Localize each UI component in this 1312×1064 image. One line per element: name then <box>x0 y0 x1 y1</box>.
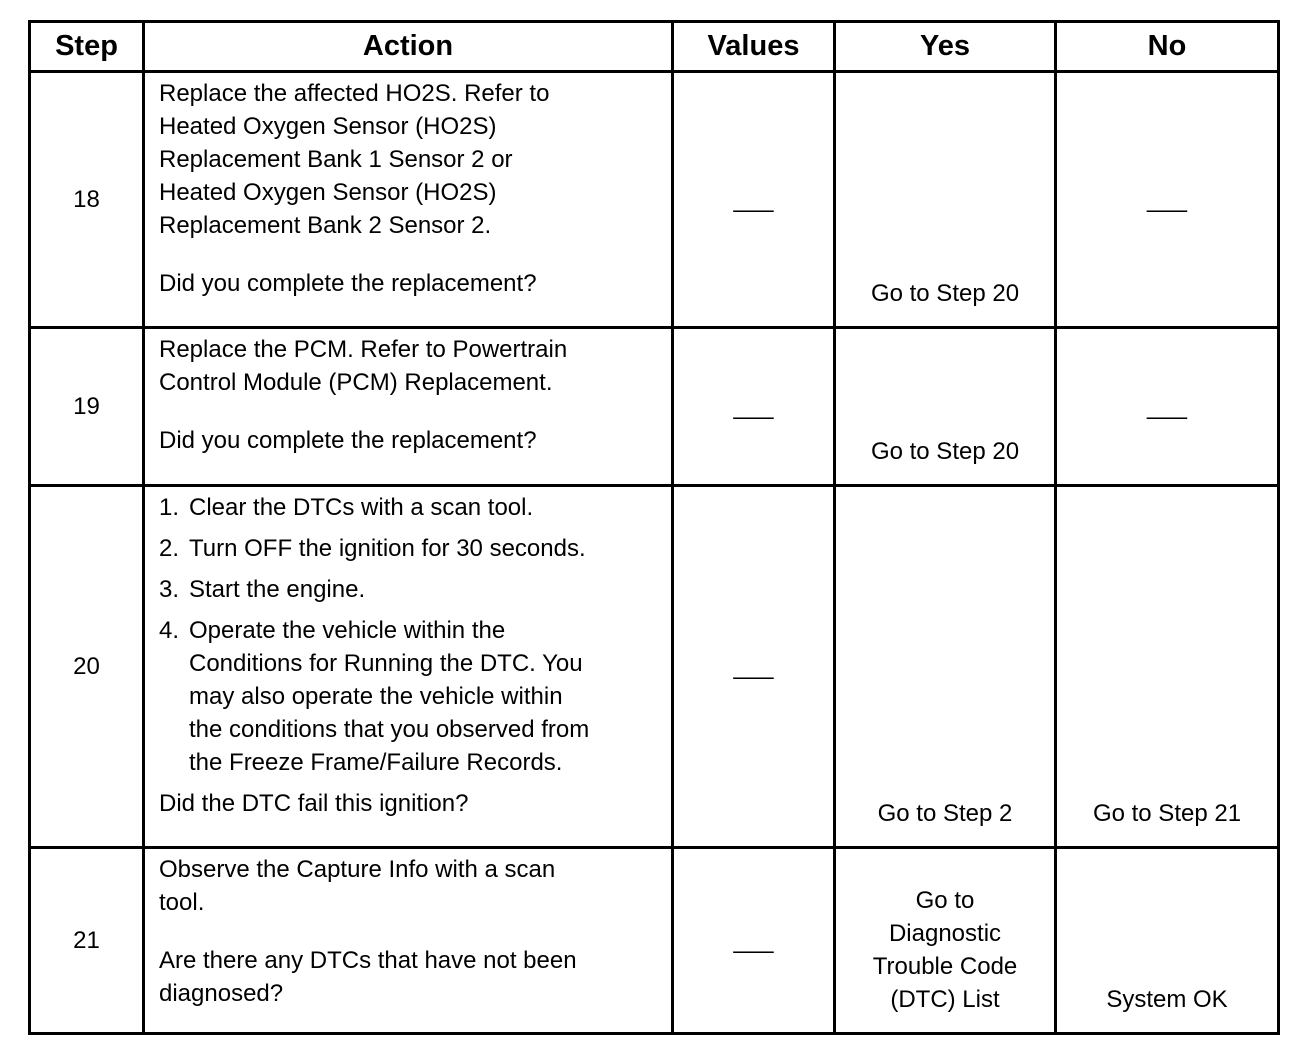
step-text: Start the engine. <box>189 576 366 603</box>
action-cell <box>144 486 673 848</box>
yes-cell <box>835 848 1056 1034</box>
step-index: 4. <box>159 617 180 644</box>
step-text: Conditions for Running the DTC. You <box>189 650 583 677</box>
values-cell: ___ <box>673 328 835 486</box>
yes-line: Go to <box>915 887 975 914</box>
list-item <box>159 573 661 606</box>
header-no: No <box>1056 22 1279 72</box>
action-line: Control Module (PCM) Replacement. <box>159 369 553 396</box>
no-cell: System OK <box>1056 848 1279 1034</box>
yes-cell: Go to Step 2 <box>835 486 1056 848</box>
header-values: Values <box>673 22 835 72</box>
values-cell: ___ <box>673 486 835 848</box>
header-row <box>30 22 1279 72</box>
numbered-steps <box>159 491 661 779</box>
header-step: Step <box>30 22 144 72</box>
no-cell: ___ <box>1056 328 1279 486</box>
action-line: tool. <box>159 889 205 916</box>
table-row <box>30 72 1279 328</box>
table-row <box>30 328 1279 486</box>
list-item <box>159 532 661 565</box>
header-yes: Yes <box>835 22 1056 72</box>
step-text: the conditions that you observed from <box>189 716 590 743</box>
action-question: Did you complete the replacement? <box>159 427 537 454</box>
action-line: Replacement Bank 2 Sensor 2. <box>159 212 492 239</box>
action-line: Heated Oxygen Sensor (HO2S) <box>159 179 497 206</box>
step-index: 3. <box>159 576 180 603</box>
yes-line: Diagnostic <box>888 920 1002 947</box>
action-cell <box>144 328 673 486</box>
table-row <box>30 848 1279 1034</box>
action-cell <box>144 848 673 1034</box>
action-cell <box>144 72 673 328</box>
diagnostic-table <box>28 20 1280 1035</box>
action-line: Heated Oxygen Sensor (HO2S) <box>159 113 497 140</box>
step-number: 18 <box>30 72 144 328</box>
step-number: 21 <box>30 848 144 1034</box>
yes-cell: Go to Step 20 <box>835 72 1056 328</box>
step-text: Operate the vehicle within the <box>189 617 506 644</box>
values-cell: ___ <box>673 848 835 1034</box>
action-question: Did you complete the replacement? <box>159 270 537 297</box>
action-question: Did the DTC fail this ignition? <box>159 790 469 817</box>
step-text: Clear the DTCs with a scan tool. <box>189 494 534 521</box>
step-number: 20 <box>30 486 144 848</box>
step-number: 19 <box>30 328 144 486</box>
yes-cell: Go to Step 20 <box>835 328 1056 486</box>
step-text: may also operate the vehicle within <box>189 683 563 710</box>
action-question: diagnosed? <box>159 980 284 1007</box>
table-row <box>30 486 1279 848</box>
no-cell: ___ <box>1056 72 1279 328</box>
list-item <box>159 491 661 524</box>
list-item <box>159 614 661 779</box>
no-cell: Go to Step 21 <box>1056 486 1279 848</box>
header-action: Action <box>144 22 673 72</box>
values-cell: ___ <box>673 72 835 328</box>
yes-line: Trouble Code <box>872 953 1018 980</box>
yes-line: (DTC) List <box>890 986 1000 1013</box>
action-question: Are there any DTCs that have not been <box>159 947 577 974</box>
step-text: the Freeze Frame/Failure Records. <box>189 749 563 776</box>
action-line: Replace the PCM. Refer to Powertrain <box>159 336 568 363</box>
step-index: 1. <box>159 494 180 521</box>
action-line: Replace the affected HO2S. Refer to <box>159 80 550 107</box>
step-text: Turn OFF the ignition for 30 seconds. <box>189 535 586 562</box>
step-index: 2. <box>159 535 180 562</box>
action-line: Replacement Bank 1 Sensor 2 or <box>159 146 513 173</box>
action-line: Observe the Capture Info with a scan <box>159 856 556 883</box>
